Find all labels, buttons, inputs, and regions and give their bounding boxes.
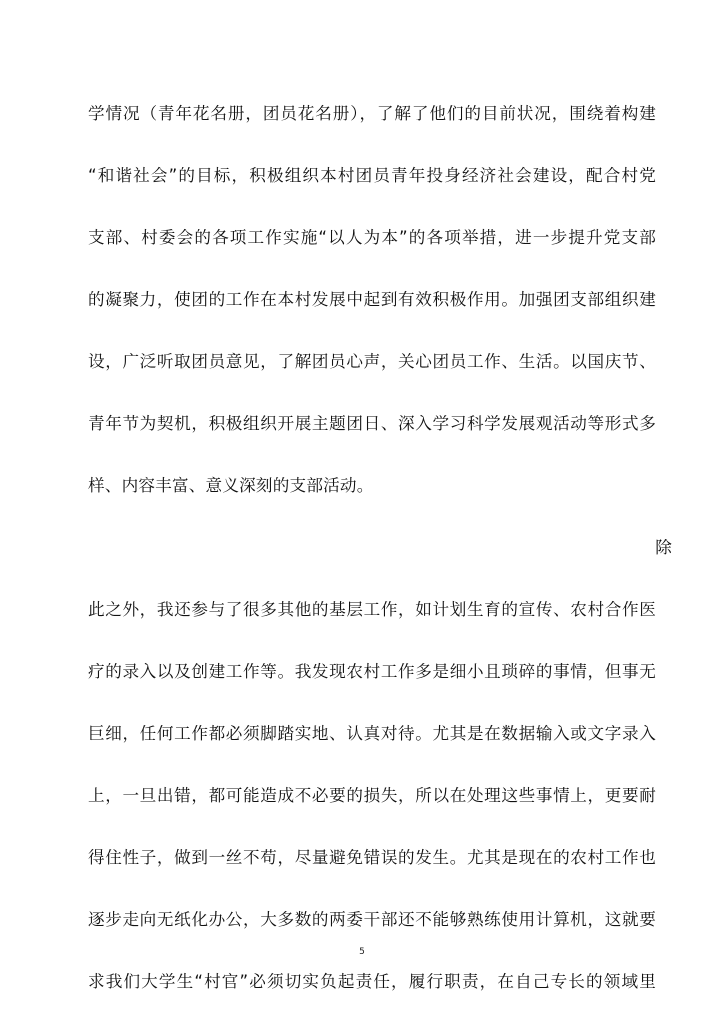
text-line-9: 此之外，我还参与了很多其他的基层工作，如计划生育的宣传、农村合作医: [88, 600, 656, 619]
text-line-8: 除: [655, 538, 672, 557]
text-line-3: 支部、村委会的各项工作实施“以人为本”的各项举措，进一步提升党支部: [88, 228, 656, 247]
text-line-14: 逐步走向无纸化办公，大多数的两委干部还不能够熟练使用计算机，这就要: [88, 910, 656, 929]
text-line-10: 疗的录入以及创建工作等。我发现农村工作多是细小且琐碎的事情，但事无: [88, 662, 656, 681]
page-number: 5: [359, 947, 365, 957]
text-line-15: 求我们大学生“村官”必须切实负起责任，履行职责，在自己专长的领域里: [88, 972, 656, 991]
text-line-4: 的凝聚力，使团的工作在本村发展中起到有效积极作用。加强团支部组织建: [88, 290, 656, 309]
text-line-6: 青年节为契机，积极组织开展主题团日、深入学习科学发展观活动等形式多: [88, 414, 656, 433]
text-line-7: 样、内容丰富、意义深刻的支部活动。: [88, 476, 374, 495]
text-line-1: 学情况（青年花名册，团员花名册），了解了他们的目前状况，围绕着构建: [88, 104, 656, 123]
text-line-13: 得住性子，做到一丝不苟，尽量避免错误的发生。尤其是现在的农村工作也: [88, 848, 656, 867]
text-line-5: 设，广泛听取团员意见，了解团员心声，关心团员工作、生活。以国庆节、: [88, 352, 656, 371]
text-line-11: 巨细，任何工作都必须脚踏实地、认真对待。尤其是在数据输入或文字录入: [88, 724, 656, 743]
text-line-12: 上，一旦出错，都可能造成不必要的损失，所以在处理这些事情上，更要耐: [88, 786, 656, 805]
text-line-2: “和谐社会”的目标，积极组织本村团员青年投身经济社会建设，配合村党: [88, 166, 656, 185]
